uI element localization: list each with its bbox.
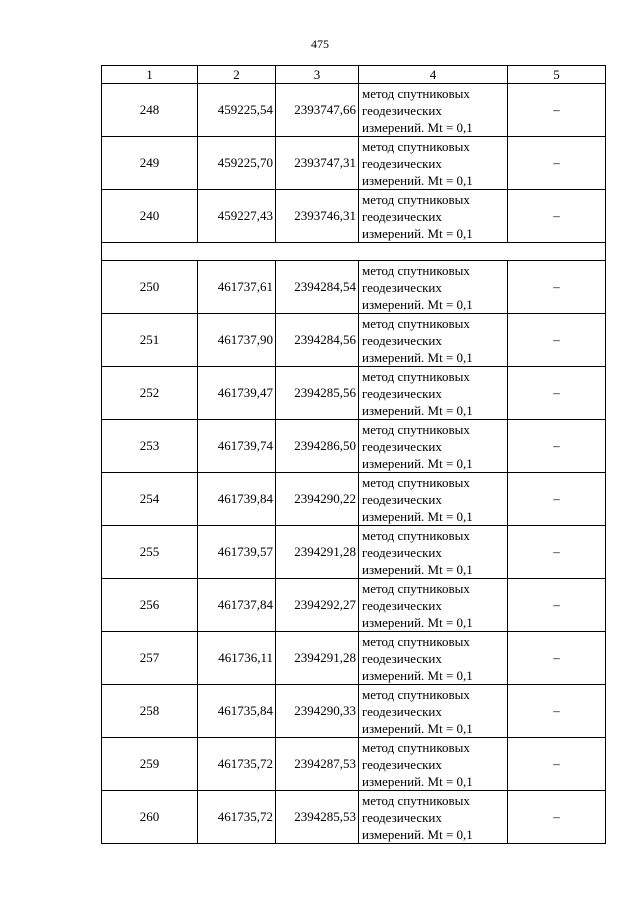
table-row [102, 420, 606, 473]
x-coordinate-cell: 461735,84 [198, 685, 276, 738]
x-coordinate-cell: 461737,61 [198, 261, 276, 314]
table-row [102, 137, 606, 190]
method-text-line: измерений. Mt = 0,1 [362, 455, 473, 471]
y-coordinate-cell: 2394287,53 [276, 738, 359, 791]
x-coordinate-cell: 461739,84 [198, 473, 276, 526]
method-text-line: измерений. Mt = 0,1 [362, 402, 473, 418]
note-cell: – [508, 84, 606, 137]
method-text-line: геодезических [362, 597, 442, 613]
method-cell [359, 791, 508, 844]
page-number: 475 [311, 37, 329, 51]
group-separator-cell [102, 243, 606, 261]
y-coordinate-cell: 2394285,56 [276, 367, 359, 420]
method-text-line: метод спутниковых [362, 792, 470, 808]
point-number-cell: 260 [102, 791, 198, 844]
method-text-line: измерений. Mt = 0,1 [362, 508, 473, 524]
method-text-line: метод спутниковых [362, 527, 470, 543]
y-coordinate-cell: 2394290,22 [276, 473, 359, 526]
point-number-cell: 254 [102, 473, 198, 526]
y-coordinate-cell: 2394290,33 [276, 685, 359, 738]
method-cell [359, 261, 508, 314]
method-text-line: измерений. Mt = 0,1 [362, 773, 473, 789]
method-cell [359, 190, 508, 243]
point-number-cell: 258 [102, 685, 198, 738]
y-coordinate-cell: 2394291,28 [276, 632, 359, 685]
x-coordinate-cell: 461737,84 [198, 579, 276, 632]
note-cell: – [508, 738, 606, 791]
y-coordinate-cell: 2393747,66 [276, 84, 359, 137]
table-row [102, 84, 606, 137]
point-number-cell: 255 [102, 526, 198, 579]
method-text-line: измерений. Mt = 0,1 [362, 667, 473, 683]
y-coordinate-cell: 2394285,53 [276, 791, 359, 844]
method-text-line: метод спутниковых [362, 138, 470, 154]
method-text-line: измерений. Mt = 0,1 [362, 614, 473, 630]
method-text-line: метод спутниковых [362, 421, 470, 437]
method-cell [359, 526, 508, 579]
method-text-line: метод спутниковых [362, 85, 470, 101]
method-text-line: метод спутниковых [362, 315, 470, 331]
x-coordinate-cell: 461739,47 [198, 367, 276, 420]
header-col-2: 2 [198, 66, 276, 84]
method-text-line: геодезических [362, 102, 442, 118]
method-text-line: геодезических [362, 491, 442, 507]
point-number-cell: 240 [102, 190, 198, 243]
point-number-cell: 248 [102, 84, 198, 137]
method-text-line: геодезических [362, 756, 442, 772]
method-text-line: измерений. Mt = 0,1 [362, 225, 473, 241]
y-coordinate-cell: 2394284,54 [276, 261, 359, 314]
note-cell: – [508, 685, 606, 738]
method-cell [359, 738, 508, 791]
method-text-line: метод спутниковых [362, 191, 470, 207]
x-coordinate-cell: 461735,72 [198, 791, 276, 844]
point-number-cell: 252 [102, 367, 198, 420]
method-cell [359, 314, 508, 367]
method-text-line: метод спутниковых [362, 633, 470, 649]
method-text-line: метод спутниковых [362, 474, 470, 490]
table-row [102, 190, 606, 243]
method-cell [359, 473, 508, 526]
method-text-line: геодезических [362, 650, 442, 666]
x-coordinate-cell: 459225,70 [198, 137, 276, 190]
header-col-4: 4 [359, 66, 508, 84]
x-coordinate-cell: 461736,11 [198, 632, 276, 685]
x-coordinate-cell: 459227,43 [198, 190, 276, 243]
note-cell: – [508, 190, 606, 243]
note-cell: – [508, 314, 606, 367]
note-cell: – [508, 632, 606, 685]
table-row [102, 526, 606, 579]
y-coordinate-cell: 2394286,50 [276, 420, 359, 473]
method-text-line: геодезических [362, 208, 442, 224]
y-coordinate-cell: 2394291,28 [276, 526, 359, 579]
y-coordinate-cell: 2394284,56 [276, 314, 359, 367]
method-cell [359, 367, 508, 420]
table-row [102, 579, 606, 632]
method-cell [359, 632, 508, 685]
method-text-line: геодезических [362, 279, 442, 295]
table-row [102, 261, 606, 314]
method-cell [359, 685, 508, 738]
method-text-line: геодезических [362, 703, 442, 719]
method-text-line: метод спутниковых [362, 686, 470, 702]
point-number-cell: 257 [102, 632, 198, 685]
x-coordinate-cell: 461737,90 [198, 314, 276, 367]
note-cell: – [508, 420, 606, 473]
header-col-5: 5 [508, 66, 606, 84]
header-col-1: 1 [102, 66, 198, 84]
note-cell: – [508, 791, 606, 844]
method-text-line: геодезических [362, 332, 442, 348]
point-number-cell: 250 [102, 261, 198, 314]
table-row [102, 314, 606, 367]
x-coordinate-cell: 459225,54 [198, 84, 276, 137]
x-coordinate-cell: 461739,74 [198, 420, 276, 473]
y-coordinate-cell: 2394292,27 [276, 579, 359, 632]
method-cell [359, 420, 508, 473]
note-cell: – [508, 137, 606, 190]
method-text-line: измерений. Mt = 0,1 [362, 172, 473, 188]
note-cell: – [508, 367, 606, 420]
note-cell: – [508, 579, 606, 632]
point-number-cell: 249 [102, 137, 198, 190]
method-text-line: метод спутниковых [362, 739, 470, 755]
header-col-3: 3 [276, 66, 359, 84]
group-separator-row [102, 243, 606, 261]
method-text-line: геодезических [362, 809, 442, 825]
method-cell [359, 84, 508, 137]
table-row [102, 738, 606, 791]
note-cell: – [508, 526, 606, 579]
method-text-line: геодезических [362, 155, 442, 171]
point-number-cell: 253 [102, 420, 198, 473]
method-text-line: измерений. Mt = 0,1 [362, 561, 473, 577]
method-text-line: геодезических [362, 438, 442, 454]
method-text-line: геодезических [362, 544, 442, 560]
method-text-line: метод спутниковых [362, 368, 470, 384]
method-text-line: измерений. Mt = 0,1 [362, 349, 473, 365]
method-cell [359, 579, 508, 632]
note-cell: – [508, 473, 606, 526]
point-number-cell: 259 [102, 738, 198, 791]
method-text-line: метод спутниковых [362, 262, 470, 278]
point-number-cell: 251 [102, 314, 198, 367]
table-row [102, 632, 606, 685]
method-text-line: измерений. Mt = 0,1 [362, 720, 473, 736]
header-row [102, 66, 606, 84]
table-row [102, 367, 606, 420]
method-text-line: измерений. Mt = 0,1 [362, 296, 473, 312]
method-text-line: измерений. Mt = 0,1 [362, 826, 473, 842]
method-text-line: метод спутниковых [362, 580, 470, 596]
method-text-line: геодезических [362, 385, 442, 401]
note-cell: – [508, 261, 606, 314]
y-coordinate-cell: 2393746,31 [276, 190, 359, 243]
table-row [102, 685, 606, 738]
y-coordinate-cell: 2393747,31 [276, 137, 359, 190]
x-coordinate-cell: 461735,72 [198, 738, 276, 791]
method-text-line: измерений. Mt = 0,1 [362, 119, 473, 135]
table-row [102, 791, 606, 844]
x-coordinate-cell: 461739,57 [198, 526, 276, 579]
point-number-cell: 256 [102, 579, 198, 632]
method-cell [359, 137, 508, 190]
coordinates-table [101, 65, 606, 844]
table-row [102, 473, 606, 526]
